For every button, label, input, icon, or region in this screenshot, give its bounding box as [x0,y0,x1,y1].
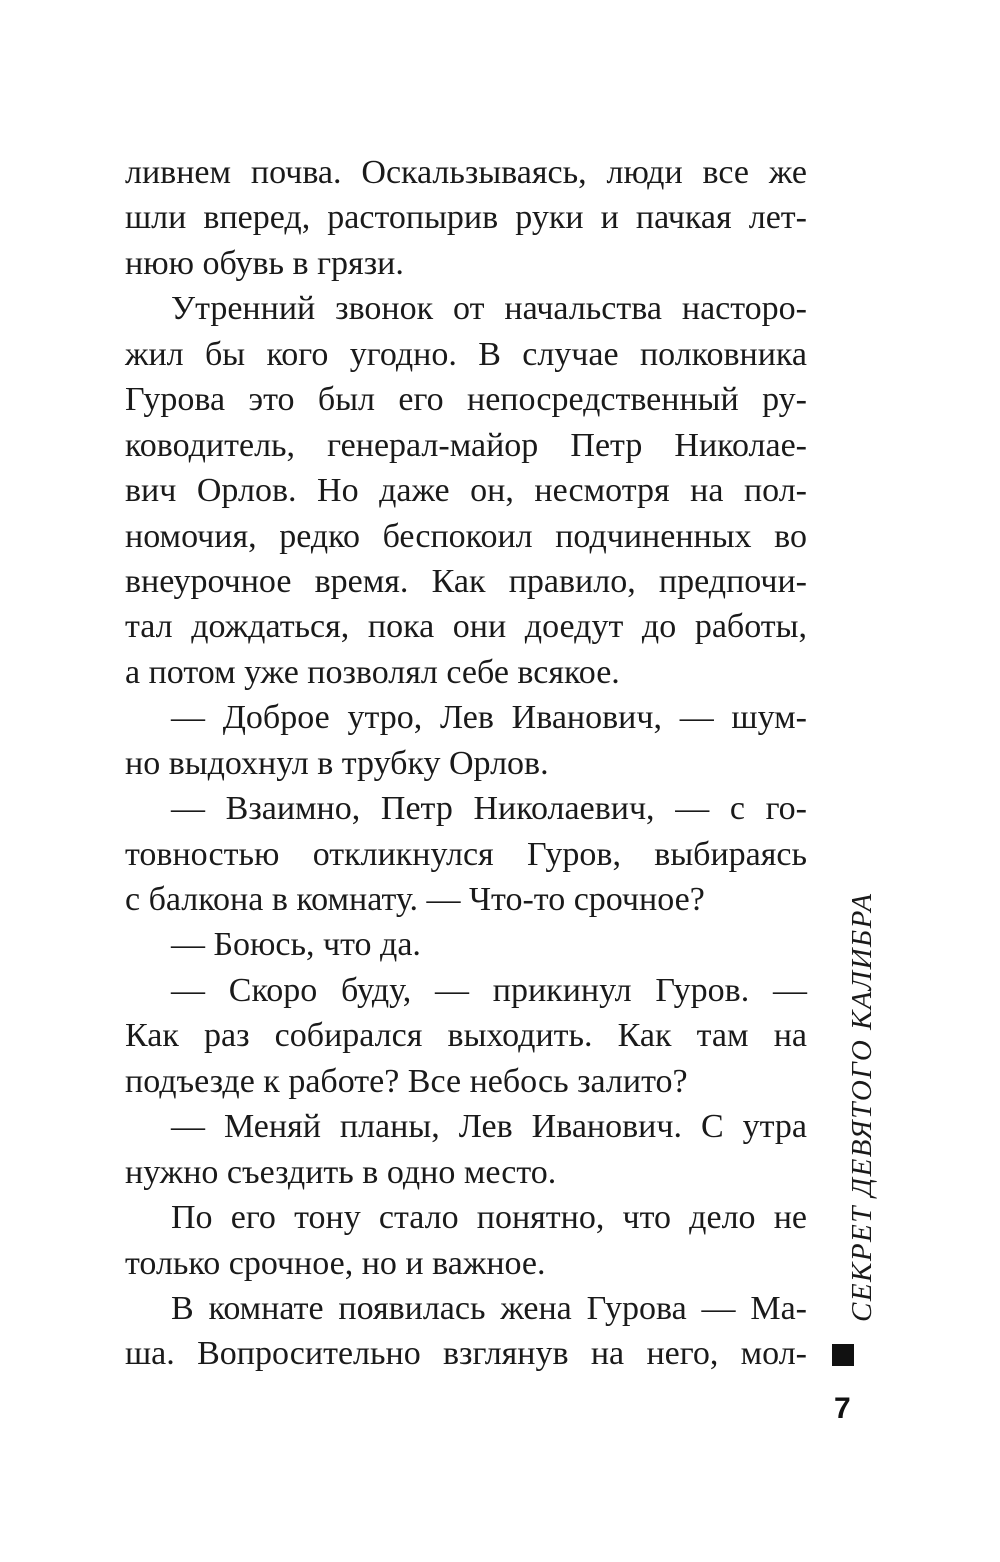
text-line: ливнем почва. Оскальзываясь, люди все же [125,154,807,191]
text-line: товностью откликнулся Гуров, выбираясь [125,835,807,873]
text-line: Утренний звонок от начальства насторо- [171,290,807,328]
text-line: жил бы кого угодно. В случае полковника [125,335,807,373]
text-line: шли вперед, растопырив руки и пачкая лет- [125,199,807,237]
text-line: ководитель, генерал-майор Петр Николае- [125,426,807,464]
text-line: По его тону стало понятно, что дело не [171,1199,807,1237]
text-line: — Скоро буду, — прикинул Гуров. — [171,971,807,1009]
text-line: внеурочное время. Как правило, предпочи- [125,562,807,600]
text-line: В комнате появилась жена Гурова — Ма- [171,1289,807,1327]
text-line: ша. Вопросительно взглянув на него, мол- [125,1335,807,1373]
text-line: только срочное, но и важное. [125,1244,546,1282]
text-line: тал дождаться, пока они доедут до работы, [125,608,807,646]
body-text [125,150,807,1377]
text-line: подъезде к работе? Все небось залито? [125,1062,688,1100]
page-number: 7 [834,1392,851,1425]
text-line: с балкона в комнату. — Что-то срочное? [125,881,705,918]
text-line: — Доброе утро, Лев Иванович, — шум- [171,699,807,737]
text-line: — Меняй планы, Лев Иванович. С утра [171,1108,807,1146]
text-line: — Взаимно, Петр Николаевич, — с го- [171,790,807,828]
text-line: нюю обувь в грязи. [125,244,404,282]
text-line: — Боюсь, что да. [171,926,421,964]
text-line: Гурова это был его непосредственный ру- [125,381,807,419]
text-line: нужно съездить в одно место. [125,1153,557,1191]
text-line: а потом уже позволял себе всякое. [125,653,620,691]
text-line: Как раз собирался выходить. Как там на [125,1017,807,1055]
text-line: но выдохнул в трубку Орлов. [125,744,549,782]
running-title: СЕКРЕТ ДЕВЯТОГО КАЛИБРА [846,892,878,1322]
section-marker-icon [832,1344,854,1366]
text-line: номочия, редко беспокоил подчиненных во [125,517,807,555]
text-line: вич Орлов. Но даже он, несмотря на пол- [125,472,807,510]
